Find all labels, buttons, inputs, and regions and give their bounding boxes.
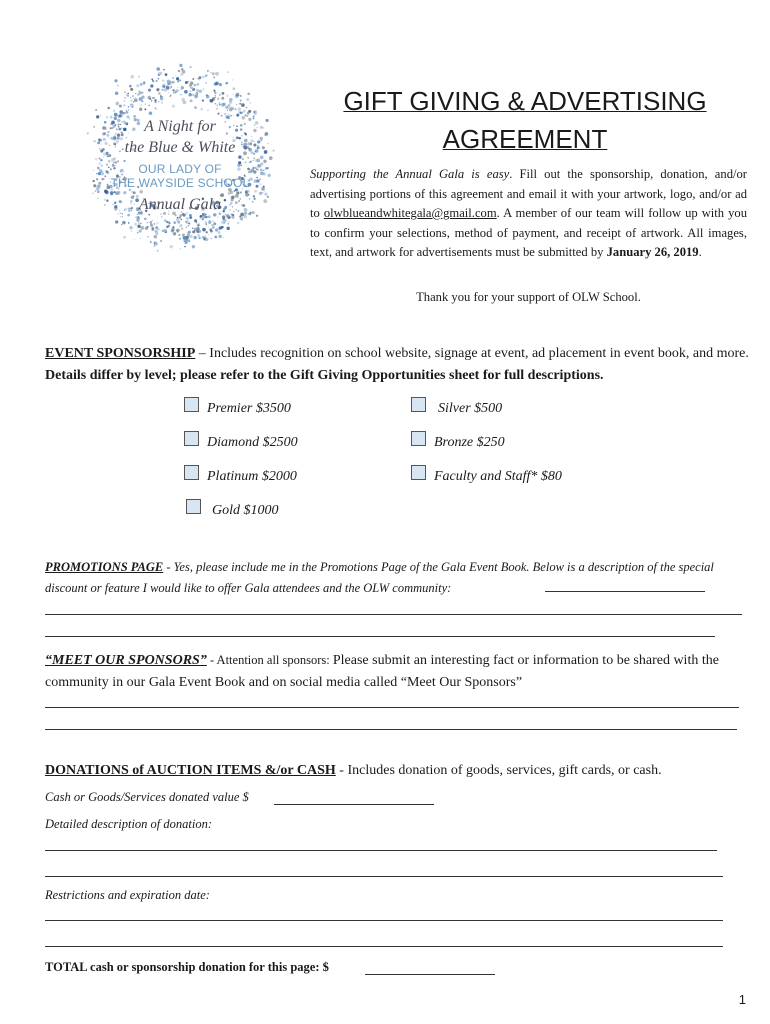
total-label: TOTAL cash or sponsorship donation for this page: $: [45, 960, 329, 974]
logo-script-line2: the Blue & White: [124, 139, 236, 156]
meet-sponsors-heading: “MEET OUR SPONSORS”: [45, 653, 207, 668]
gala-logo: [74, 52, 286, 264]
restrictions-line-2[interactable]: [45, 946, 723, 947]
option-faculty-staff: Faculty and Staff* $80: [434, 469, 562, 484]
total-line[interactable]: [365, 974, 495, 975]
intro-text2: . A member of our team will follow up with you to confirm your selections, method of payment, and receipt of artwork. All images, text, and artwork for advertisements must be submitted by: [310, 206, 747, 259]
option-silver: Silver $500: [438, 401, 503, 416]
dotted-wreath-graphic: [74, 52, 286, 264]
deadline: January 26, 2019: [606, 245, 699, 259]
checkbox-bronze[interactable]: [411, 431, 426, 446]
meet-sponsors-small-text: - Attention all sponsors:: [206, 653, 333, 667]
option-gold: Gold $1000: [212, 503, 279, 518]
page-number: 1: [738, 992, 746, 1007]
checkbox-premier[interactable]: [184, 397, 199, 412]
title-line1: GIFT GIVING & ADVERTISING: [343, 86, 707, 116]
sponsorship-text: – Includes recognition on school website, signage at event, ad placement in event book, and more.: [195, 346, 749, 361]
promotions-line-2[interactable]: [45, 636, 715, 637]
intro-paragraph: [310, 165, 747, 263]
email-link[interactable]: olwblueandwhitegala@gmail.com: [323, 206, 497, 220]
checkbox-gold[interactable]: [186, 499, 201, 514]
option-diamond: Diamond $2500: [207, 435, 298, 450]
donations-heading: DONATIONS of AUCTION ITEMS &/or CASH: [45, 763, 336, 778]
restrictions-line-1[interactable]: [45, 920, 723, 921]
meet-line-2[interactable]: [45, 729, 737, 730]
option-premier: Premier $3500: [207, 401, 291, 416]
page-title: [310, 82, 740, 158]
description-label: Detailed description of donation:: [45, 817, 212, 831]
donations-paragraph: [45, 760, 750, 782]
meet-sponsors-text: Please submit an interesting fact or information to be shared with the community in our Gala Event Book and on social media called “Meet Our Sponsors”: [45, 653, 719, 690]
title-line2: AGREEMENT: [442, 124, 608, 154]
description-line-2[interactable]: [45, 876, 723, 877]
sponsorship-bold-text: Details differ by level; please refer to the Gift Giving Opportunities sheet for full descriptions.: [45, 368, 604, 383]
sponsorship-paragraph: [45, 343, 750, 387]
intro-text1: . Fill out the sponsorship, donation, and/or advertising portions of this agreement and email it with your artwork, logo, and/or ad to: [310, 167, 747, 220]
option-bronze: Bronze $250: [434, 435, 505, 450]
meet-sponsors-paragraph: [45, 649, 750, 694]
promotions-line-1[interactable]: [45, 614, 742, 615]
option-platinum: Platinum $2000: [207, 469, 297, 484]
logo-script-line1: A Night for: [144, 118, 216, 135]
checkbox-diamond[interactable]: [184, 431, 199, 446]
intro-italic: Supporting the Annual Gala is easy: [310, 167, 510, 181]
promotions-text: - Yes, please include me in the Promotions Page of the Gala Event Book. Below is a description of the special discount or feature I would like to offer Gala attendees and the OLW community:: [45, 560, 714, 595]
thanks-text: Thank you for your support of OLW School.: [416, 290, 641, 304]
donated-value-line[interactable]: [274, 804, 434, 805]
logo-school-line2: THE WAYSIDE SCHOOL: [110, 176, 250, 190]
promotions-heading: PROMOTIONS PAGE: [45, 560, 164, 574]
logo-school-line1: OUR LADY OF: [138, 162, 222, 176]
meet-line-1[interactable]: [45, 707, 739, 708]
checkbox-silver[interactable]: [411, 397, 426, 412]
sponsorship-heading: EVENT SPONSORSHIP: [45, 346, 196, 361]
description-line-1[interactable]: [45, 850, 717, 851]
checkbox-platinum[interactable]: [184, 465, 199, 480]
restrictions-label: Restrictions and expiration date:: [45, 888, 210, 902]
promotions-inline-line[interactable]: [545, 591, 705, 592]
promotions-paragraph: [45, 557, 750, 599]
logo-script-line3: Annual Gala: [138, 196, 222, 213]
intro-end: .: [698, 245, 702, 259]
checkbox-faculty-staff[interactable]: [411, 465, 426, 480]
donations-text: - Includes donation of goods, services, gift cards, or cash.: [335, 763, 662, 778]
donated-value-label: Cash or Goods/Services donated value $: [45, 790, 249, 804]
